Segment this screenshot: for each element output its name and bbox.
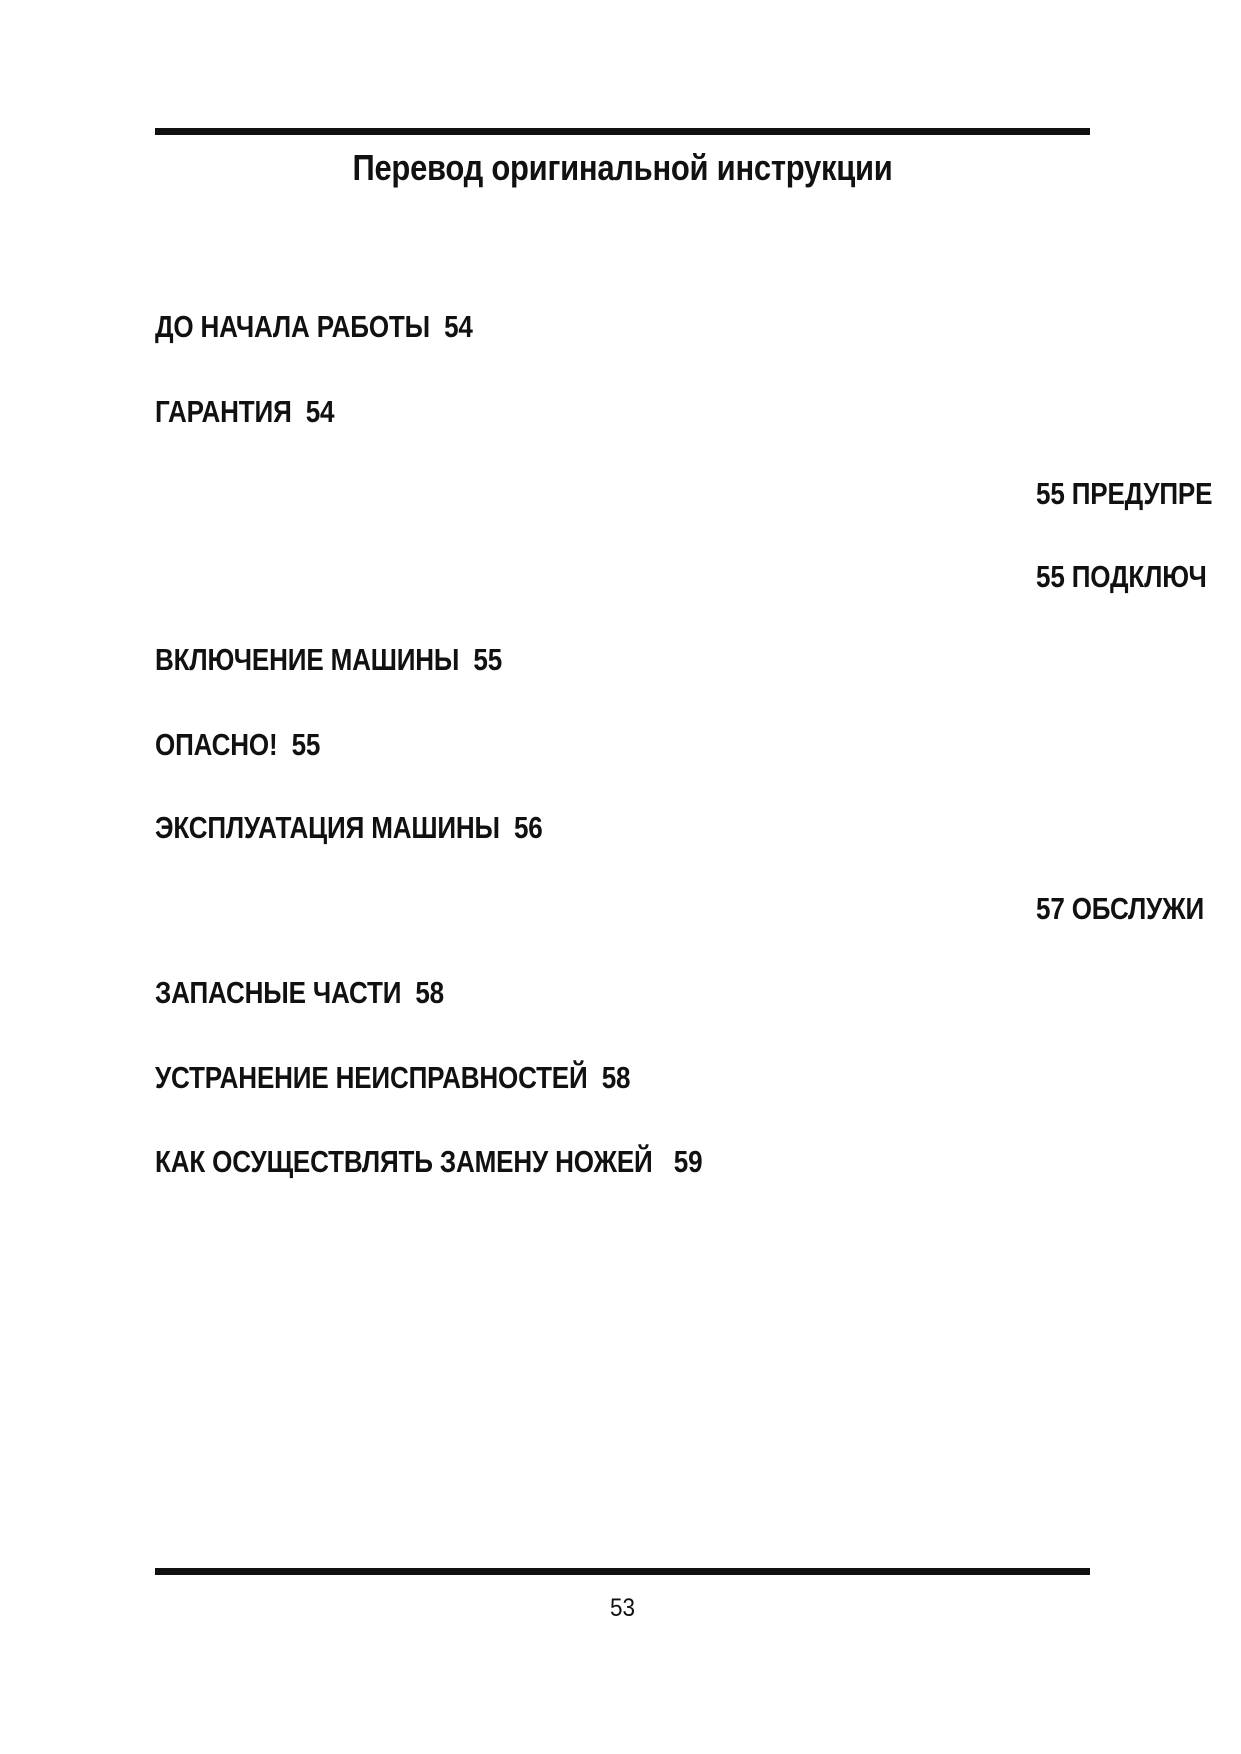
toc-entry: ОПАСНО! 55: [155, 727, 321, 762]
toc-entry: УСТРАНЕНИЕ НЕИСПРАВНОСТЕЙ 58: [155, 1060, 631, 1095]
top-rule: [155, 128, 1090, 135]
toc-entry: ЗАПАСНЫЕ ЧАСТИ 58: [155, 975, 444, 1010]
toc-entry-clipped-container: [1036, 474, 1212, 518]
page-title: Перевод оригинальной инструкции: [352, 147, 893, 188]
toc-entry: ЭКСПЛУАТАЦИЯ МАШИНЫ 56: [155, 810, 543, 845]
toc-entry: ДО НАЧАЛА РАБОТЫ 54: [155, 309, 473, 344]
toc-entry: 57 ОБСЛУЖИ: [1036, 891, 1205, 926]
toc-entry: КАК ОСУЩЕСТВЛЯТЬ ЗАМЕНУ НОЖЕЙ 59: [155, 1144, 703, 1179]
toc-entry-clipped-container: [1036, 889, 1212, 933]
toc-entry: 55 ПОДКЛЮЧ: [1036, 559, 1207, 594]
toc-entry: ГАРАНТИЯ 54: [155, 394, 335, 429]
toc-entry: 55 ПРЕДУПРЕ: [1036, 476, 1212, 511]
toc-entry: ВКЛЮЧЕНИЕ МАШИНЫ 55: [155, 642, 503, 677]
page-number: 53: [609, 1594, 636, 1622]
bottom-rule: [155, 1568, 1090, 1575]
toc-entry-clipped-container: [1036, 557, 1212, 601]
